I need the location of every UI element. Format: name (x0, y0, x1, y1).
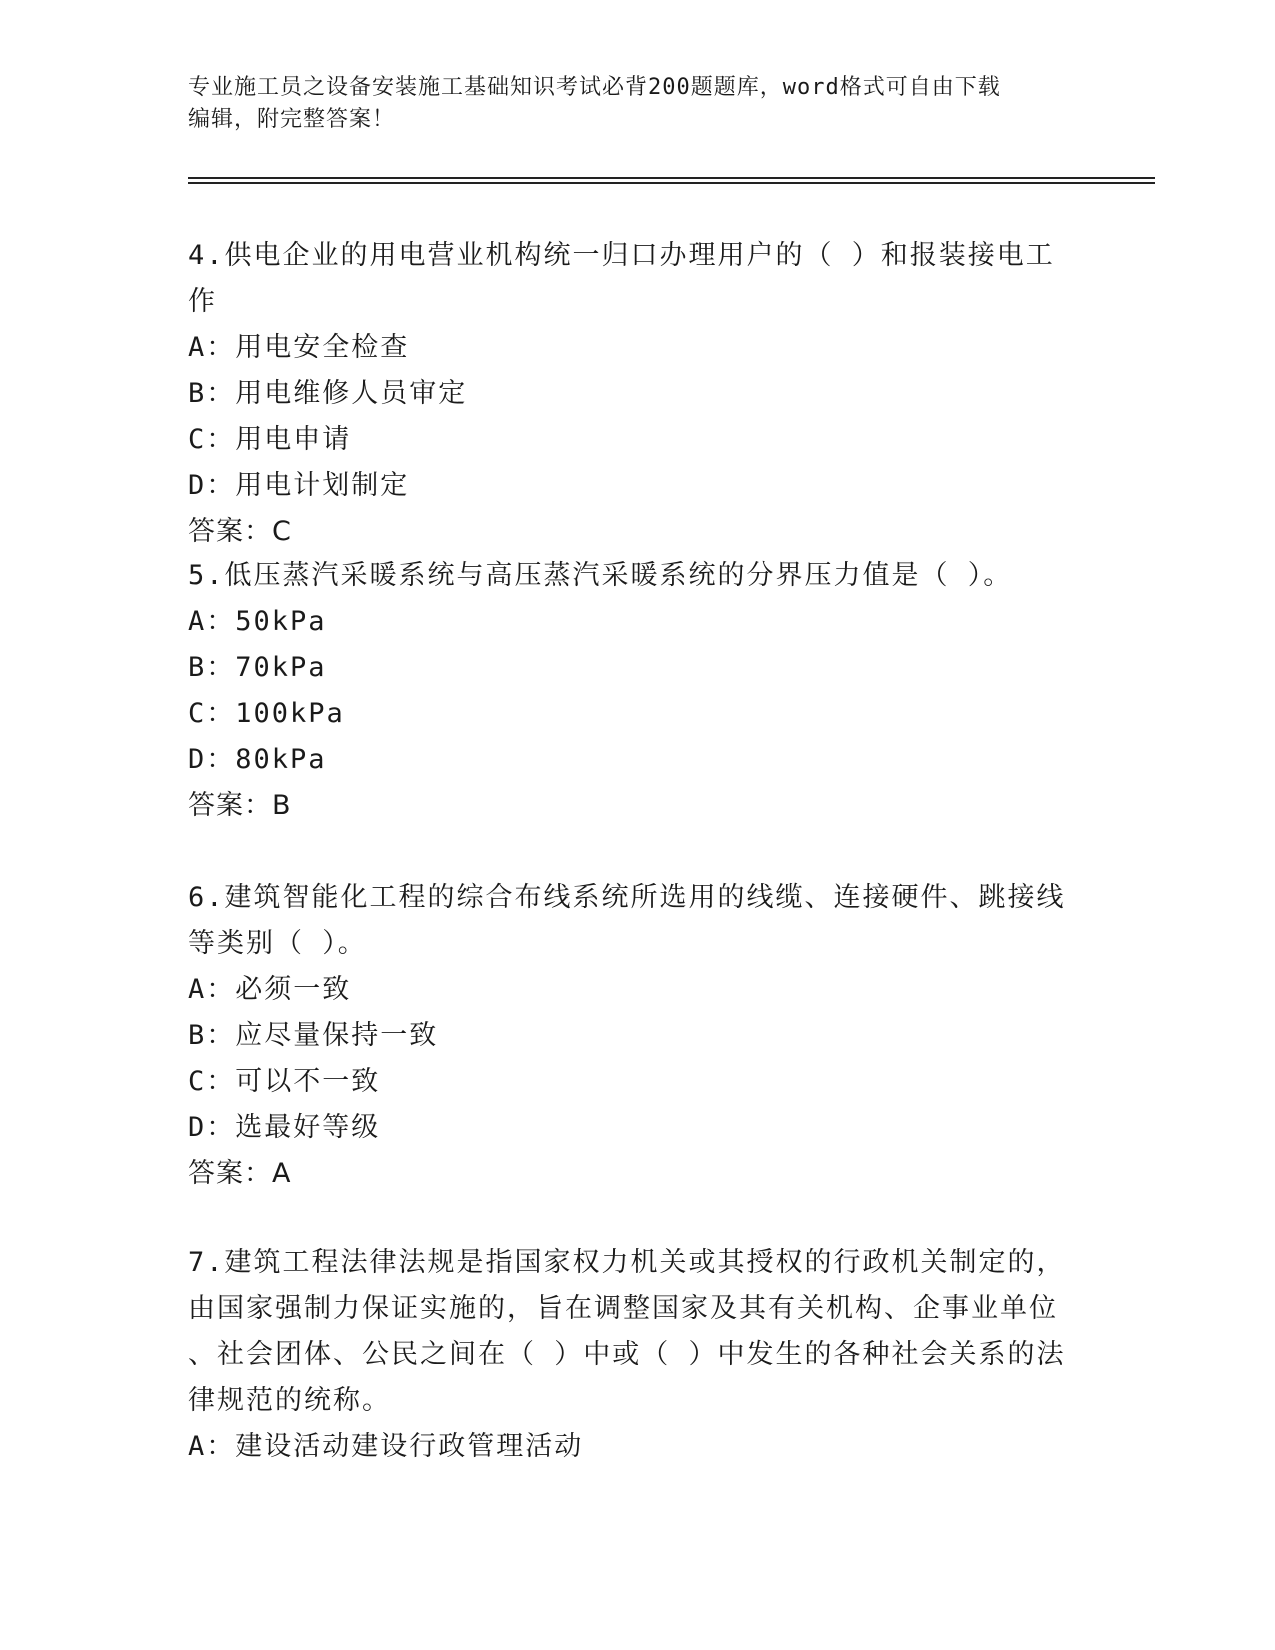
answer: 答案：A (188, 1158, 292, 1189)
option-d: D：用电计划制定 (188, 470, 410, 501)
question-stem-line-2: 等类别（ ）。 (188, 928, 367, 959)
header-divider-bottom (188, 182, 1155, 184)
option-b: B：70kPa (188, 652, 327, 683)
option-b: B：应尽量保持一致 (188, 1020, 439, 1051)
option-a: A：必须一致 (188, 974, 352, 1005)
option-a: A：用电安全检查 (188, 332, 410, 363)
question-stem-line-1: 7.建筑工程法律法规是指国家权力机关或其授权的行政机关制定的， (188, 1247, 1066, 1278)
question-stem-line-3: 、社会团体、公民之间在（ ）中或（ ）中发生的各种社会关系的法 (188, 1339, 1066, 1370)
option-d: D：80kPa (188, 744, 327, 775)
option-c: C：用电申请 (188, 424, 352, 455)
header-line-1: 专业施工员之设备安装施工基础知识考试必背200题题库，word格式可自由下载 (188, 75, 1001, 100)
option-c: C：100kPa (188, 698, 345, 729)
option-a: A：建设活动建设行政管理活动 (188, 1431, 584, 1462)
document-header (188, 72, 1068, 136)
answer: 答案：B (188, 790, 292, 821)
option-a: A：50kPa (188, 606, 327, 637)
question-7 (188, 1240, 1068, 1470)
option-b: B：用电维修人员审定 (188, 378, 468, 409)
question-5 (188, 553, 1068, 829)
question-stem-line-2: 由国家强制力保证实施的，旨在调整国家及其有关机构、企事业单位 (188, 1293, 1058, 1324)
header-divider-top (188, 177, 1155, 179)
question-stem: 4.供电企业的用电营业机构统一归口办理用户的（ ）和报装接电工作 (188, 240, 1055, 317)
question-stem: 5.低压蒸汽采暖系统与高压蒸汽采暖系统的分界压力值是（ ）。 (188, 560, 1013, 591)
question-stem-line-4: 律规范的统称。 (188, 1385, 391, 1416)
answer: 答案：C (188, 516, 292, 547)
header-line-2: 编辑，附完整答案！ (188, 107, 396, 132)
option-c: C：可以不一致 (188, 1066, 381, 1097)
option-d: D：选最好等级 (188, 1112, 381, 1143)
question-6 (188, 875, 1068, 1197)
question-4 (188, 233, 1068, 555)
question-stem-line-1: 6.建筑智能化工程的综合布线系统所选用的线缆、连接硬件、跳接线 (188, 882, 1066, 913)
